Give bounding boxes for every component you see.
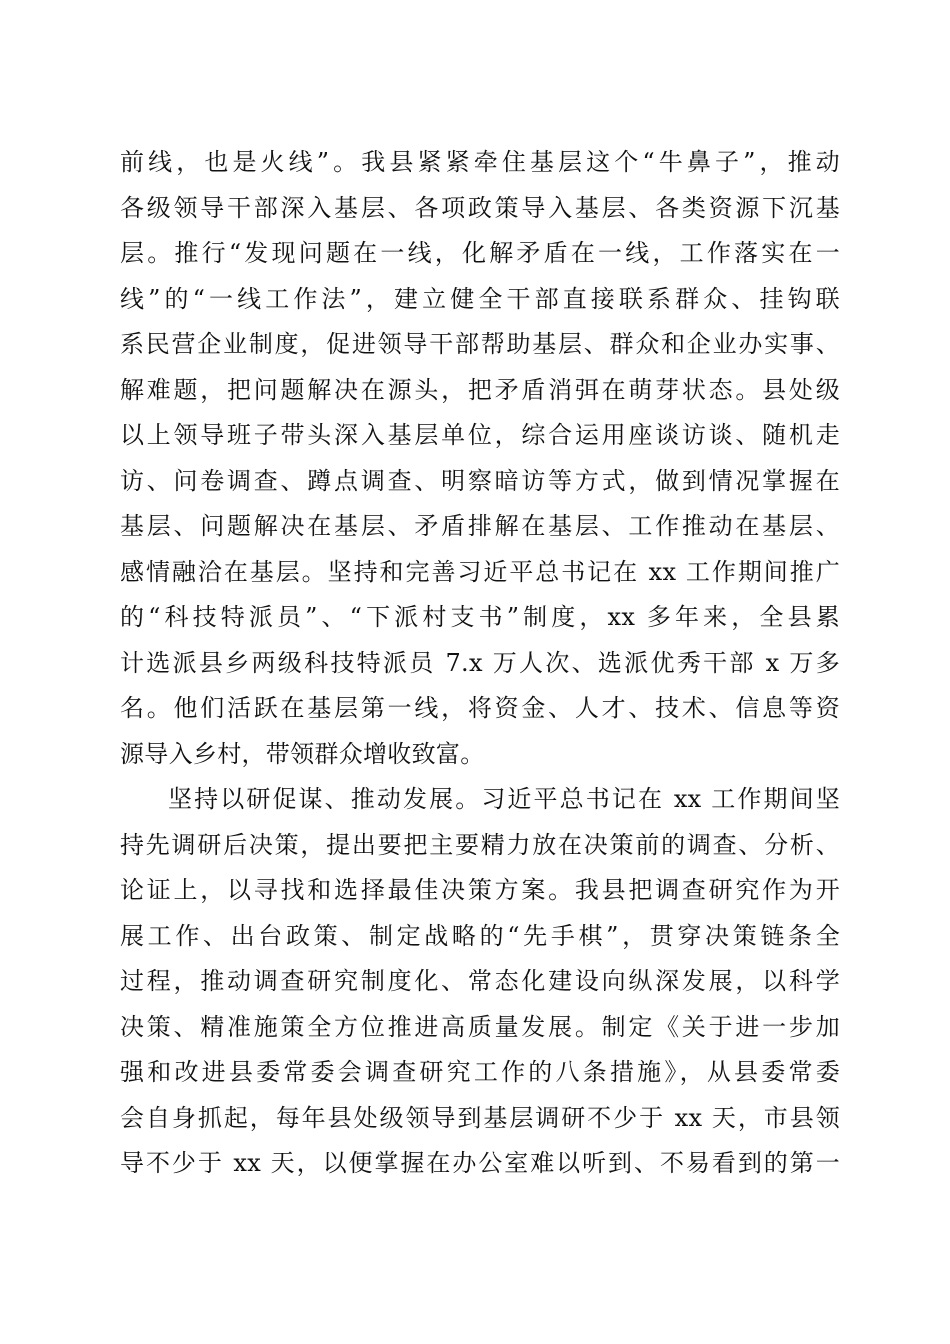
text-line: 感情融洽在基层。坚持和完善习近平总书记在 xx 工作期间推广 bbox=[120, 557, 840, 586]
text-line: 展工作、出台政策、制定战略的“先手棋”，贯穿决策链条全 bbox=[120, 921, 840, 950]
text-line: 以上领导班子带头深入基层单位，综合运用座谈访谈、随机走 bbox=[120, 421, 840, 449]
paragraph-last-line: 源导入乡村，带领群众增收致富。 bbox=[120, 739, 485, 768]
text-line: 会自身抓起，每年县处级领导到基层调研不少于 xx 天，市县领 bbox=[120, 1103, 840, 1132]
text-line: 强和改进县委常委会调查研究工作的八条措施》，从县委常委 bbox=[120, 1058, 840, 1086]
text-line: 决策、精准施策全方位推进高质量发展。制定《关于进一步加 bbox=[120, 1012, 840, 1041]
text-line: 访、问卷调查、蹲点调查、明察暗访等方式，做到情况掌握在 bbox=[120, 466, 840, 495]
text-line: 持先调研后决策，提出要把主要精力放在决策前的调查、分析、 bbox=[120, 830, 840, 859]
body-text bbox=[120, 140, 840, 1187]
text-line: 前线，也是火线”。我县紧紧牵住基层这个“牛鼻子”，推动 bbox=[120, 148, 840, 176]
text-line: 各级领导干部深入基层、各项政策导入基层、各类资源下沉基 bbox=[120, 193, 840, 222]
text-line: 过程，推动调查研究制度化、常态化建设向纵深发展，以科学 bbox=[120, 967, 840, 995]
text-line: 线”的“一线工作法”，建立健全干部直接联系群众、挂钩联 bbox=[120, 284, 840, 313]
text-line: 基层、问题解决在基层、矛盾排解在基层、工作推动在基层、 bbox=[120, 512, 840, 540]
paragraph-first-line: 坚持以研促谋、推动发展。习近平总书记在 xx 工作期间坚 bbox=[168, 785, 840, 813]
text-line: 名。他们活跃在基层第一线，将资金、人才、技术、信息等资 bbox=[120, 694, 840, 722]
text-line: 计选派县乡两级科技特派员 7.x 万人次、选派优秀干部 x 万多 bbox=[120, 648, 840, 677]
text-line: 的“科技特派员”、“下派村支书”制度，xx 多年来，全县累 bbox=[120, 603, 840, 631]
text-line: 层。推行“发现问题在一线，化解矛盾在一线，工作落实在一 bbox=[120, 239, 840, 267]
text-line: 解难题，把问题解决在源头，把矛盾消弭在萌芽状态。县处级 bbox=[120, 375, 840, 404]
text-line: 系民营企业制度，促进领导干部帮助基层、群众和企业办实事、 bbox=[120, 330, 840, 358]
text-line: 导不少于 xx 天，以便掌握在办公室难以听到、不易看到的第一 bbox=[120, 1149, 840, 1177]
text-line: 论证上，以寻找和选择最佳决策方案。我县把调查研究作为开 bbox=[120, 876, 840, 904]
